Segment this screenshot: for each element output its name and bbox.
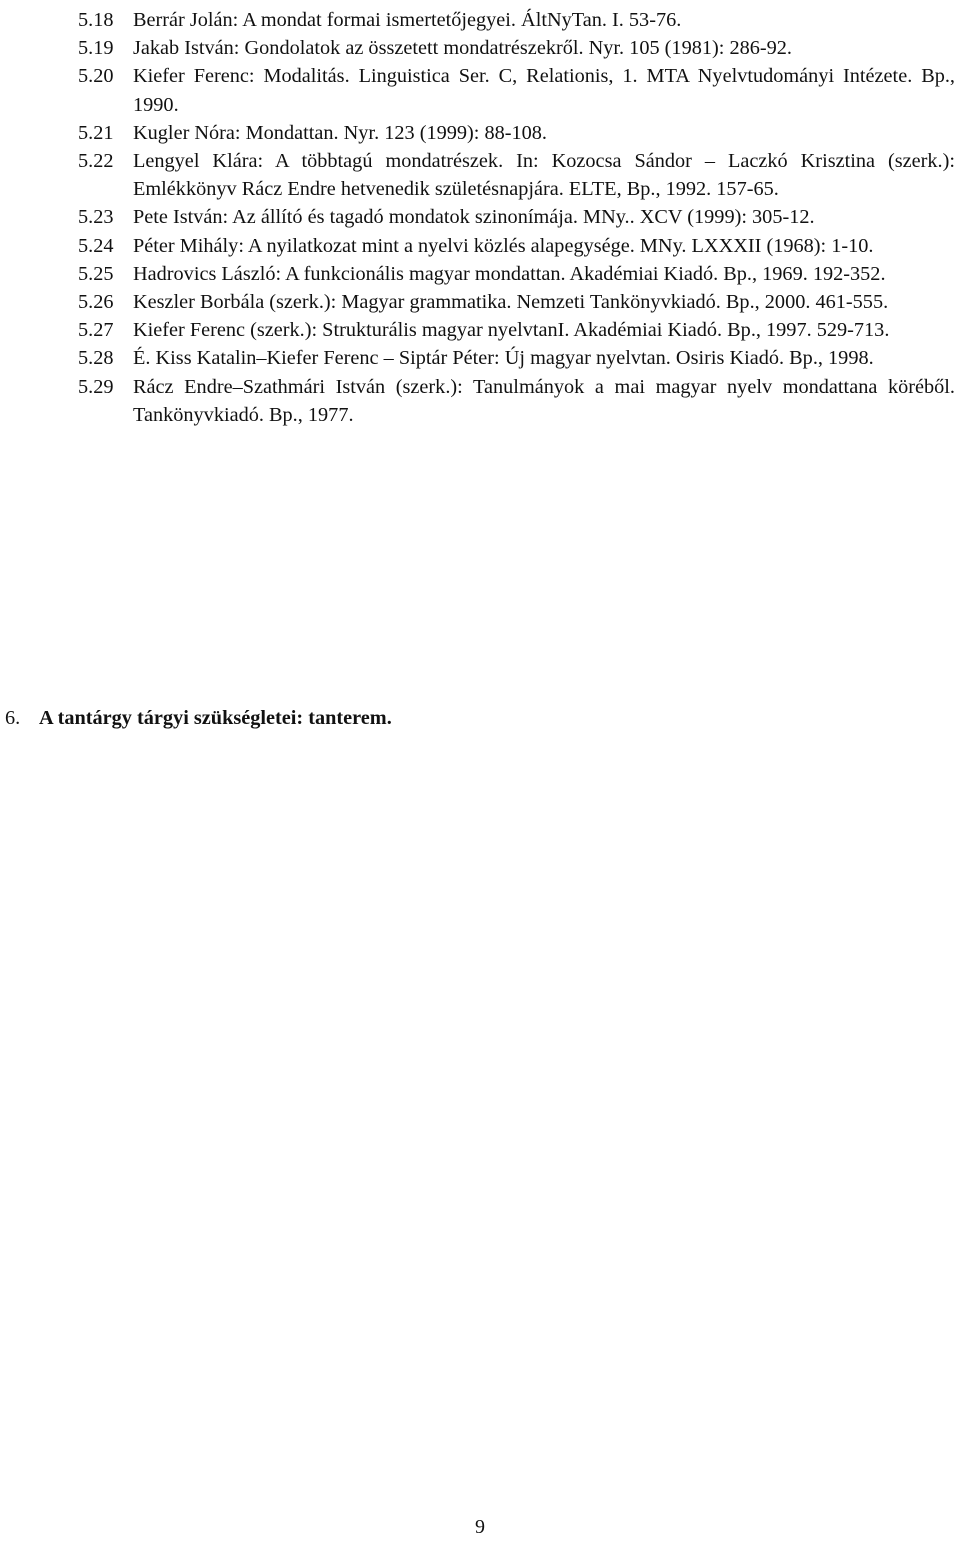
- reference-number: 5.18: [78, 9, 114, 31]
- reference-item: [0, 6, 960, 34]
- section-title: A tantárgy tárgyi szükségletei: tanterem.: [39, 707, 392, 729]
- section-number: 6.: [5, 707, 21, 729]
- reference-text: Rácz Endre–Szathmári István (szerk.): Tanulmányok a mai magyar nyelv mondattana köréből. Tankönyvkiadó. Bp., 1977.: [133, 375, 955, 426]
- reference-number: 5.21: [78, 121, 114, 144]
- reference-item: [0, 316, 960, 344]
- reference-item: [0, 344, 960, 372]
- reference-item: [0, 119, 960, 147]
- reference-text: Hadrovics László: A funkcionális magyar mondattan. Akadémiai Kiadó. Bp., 1969. 192-352.: [133, 262, 886, 285]
- reference-number: 5.19: [78, 37, 114, 60]
- reference-list: [0, 6, 960, 429]
- reference-item: [0, 232, 960, 260]
- reference-text: Kiefer Ferenc (szerk.): Strukturális magyar nyelvtanI. Akadémiai Kiadó. Bp., 1997. 529-713.: [133, 319, 890, 342]
- reference-item: [0, 62, 960, 118]
- reference-number: 5.26: [78, 291, 114, 314]
- reference-text: Kiefer Ferenc: Modalitás. Linguistica Ser. C, Relationis, 1. MTA Nyelvtudományi Intézete. Bp., 1990.: [133, 65, 955, 116]
- reference-item: [0, 147, 960, 203]
- reference-item: [0, 373, 960, 429]
- reference-text: Lengyel Klára: A többtagú mondatrészek. In: Kozocsa Sándor – Laczkó Krisztina (szerk.): Emlékkönyv Rácz Endre hetvenedik születésnapjára. ELTE, Bp., 1992. 157-65.: [133, 150, 955, 201]
- reference-item: [0, 34, 960, 62]
- reference-text: Kugler Nóra: Mondattan. Nyr. 123 (1999): 88-108.: [133, 121, 548, 144]
- reference-number: 5.24: [78, 234, 114, 257]
- reference-item: [0, 288, 960, 316]
- reference-text: É. Kiss Katalin–Kiefer Ferenc – Siptár Péter: Új magyar nyelvtan. Osiris Kiadó. Bp., 1998.: [133, 347, 874, 370]
- reference-text: Péter Mihály: A nyilatkozat mint a nyelvi közlés alapegysége. MNy. LXXXII (1968): 1-10.: [133, 234, 874, 257]
- reference-number: 5.29: [78, 375, 114, 398]
- reference-number: 5.25: [78, 262, 114, 285]
- reference-text: Keszler Borbála (szerk.): Magyar grammatika. Nemzeti Tankönyvkiadó. Bp., 2000. 461-555.: [133, 291, 889, 314]
- reference-item: [0, 260, 960, 288]
- reference-number: 5.23: [78, 206, 114, 229]
- reference-number: 5.20: [78, 65, 114, 88]
- reference-item: [0, 203, 960, 231]
- reference-number: 5.28: [78, 347, 114, 370]
- reference-number: 5.22: [78, 150, 114, 173]
- reference-text: Pete István: Az állító és tagadó mondatok szinonímája. MNy.. XCV (1999): 305-12.: [133, 206, 815, 229]
- reference-text: Jakab István: Gondolatok az összetett mondatrészekről. Nyr. 105 (1981): 286-92.: [133, 37, 792, 60]
- reference-text: Berrár Jolán: A mondat formai ismertetőjegyei. ÁltNyTan. I. 53-76.: [133, 9, 682, 31]
- page-number: 9: [475, 1516, 485, 1538]
- reference-number: 5.27: [78, 319, 114, 342]
